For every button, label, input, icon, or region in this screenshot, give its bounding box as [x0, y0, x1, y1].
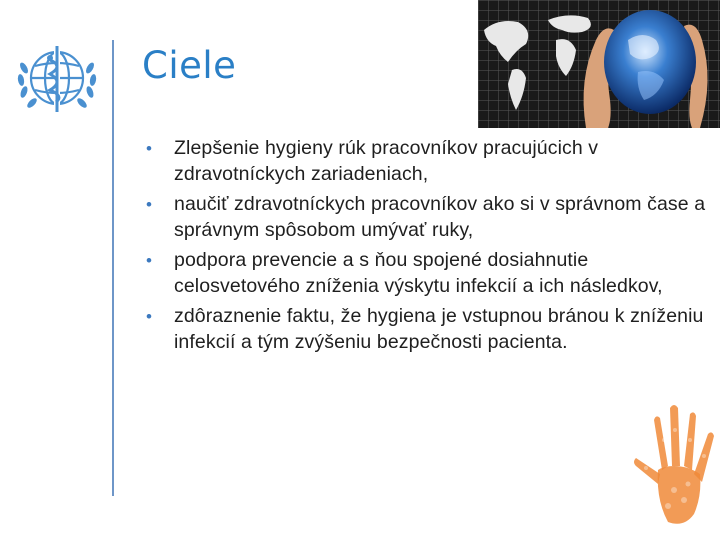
bullet-icon: •	[146, 139, 153, 158]
list-item	[146, 304, 706, 355]
list-item	[146, 136, 706, 187]
orange-hand-of-hands-icon	[628, 400, 720, 530]
bullet-icon: •	[146, 251, 153, 270]
bullet-text: podpora prevencie a s ňou spojené dosiahnutie celosvetového zníženia výskytu infekcií a ich následkov,	[174, 249, 663, 297]
vertical-divider	[112, 40, 114, 496]
list-item	[146, 248, 706, 299]
bullet-list	[146, 136, 706, 360]
slide-title: Ciele	[142, 44, 237, 87]
list-item	[146, 192, 706, 243]
who-emblem-icon	[12, 38, 102, 122]
globe-in-hands-image	[478, 0, 720, 128]
bullet-text: Zlepšenie hygieny rúk pracovníkov pracujúcich v zdravotníckych zariadeniach,	[174, 137, 599, 185]
bullet-icon: •	[146, 307, 153, 326]
bullet-text: zdôraznenie faktu, že hygiena je vstupnou bránou k zníženiu infekcií a tým zvýšeniu bezpečnosti pacienta.	[174, 305, 704, 353]
bullet-icon: •	[146, 195, 153, 214]
bullet-text: naučiť zdravotníckych pracovníkov ako si v správnom čase a správnym spôsobom umývať ruky,	[174, 193, 706, 241]
